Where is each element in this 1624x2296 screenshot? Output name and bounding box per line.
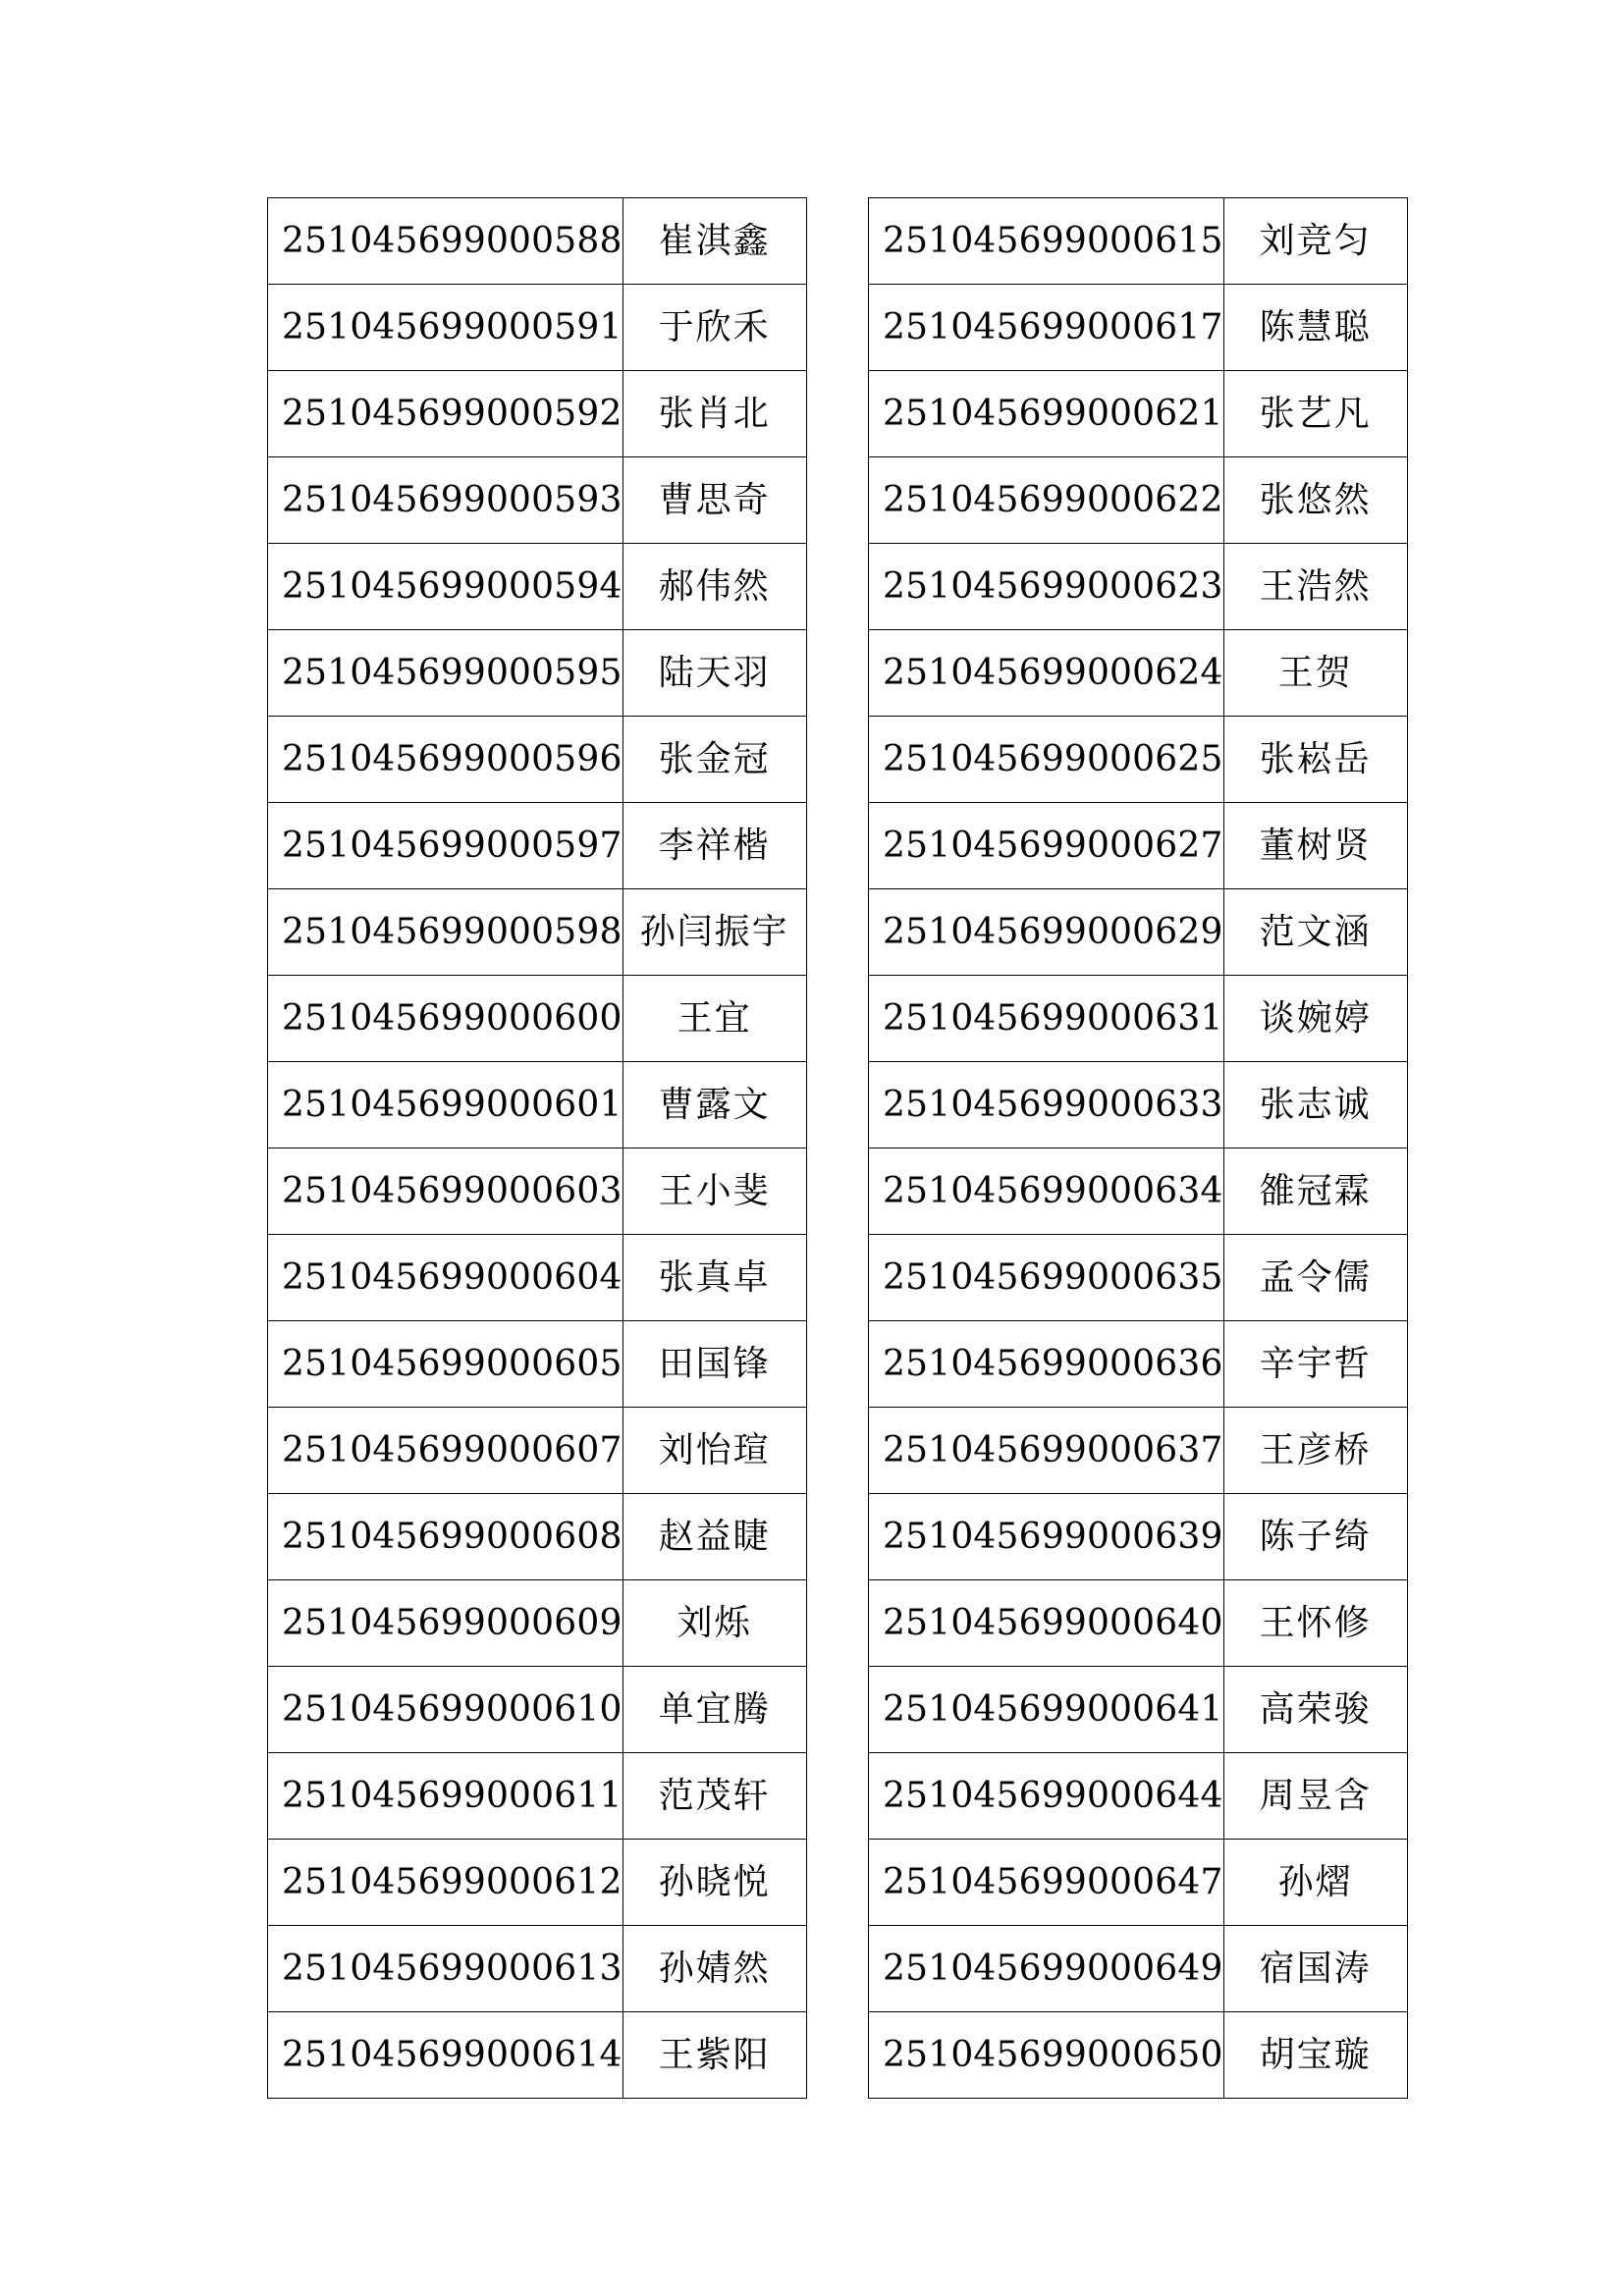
table-row bbox=[268, 1408, 807, 1494]
candidate-id: 251045699000595 bbox=[268, 630, 623, 717]
candidate-id: 251045699000600 bbox=[268, 976, 623, 1062]
table-row bbox=[268, 630, 807, 717]
candidate-id: 251045699000641 bbox=[869, 1667, 1224, 1753]
candidate-name: 陆天羽 bbox=[623, 630, 806, 717]
candidate-name: 曹露文 bbox=[623, 1062, 806, 1148]
candidate-id: 251045699000596 bbox=[268, 717, 623, 803]
candidate-name: 单宜腾 bbox=[623, 1667, 806, 1753]
table-row bbox=[268, 198, 807, 285]
candidate-id: 251045699000636 bbox=[869, 1321, 1224, 1408]
table-row bbox=[869, 717, 1408, 803]
candidate-id: 251045699000603 bbox=[268, 1148, 623, 1235]
candidate-id: 251045699000624 bbox=[869, 630, 1224, 717]
table-row bbox=[869, 1840, 1408, 1926]
candidate-name: 王彦桥 bbox=[1223, 1408, 1407, 1494]
candidate-name: 宿国涛 bbox=[1223, 1926, 1407, 2012]
table-row bbox=[268, 1235, 807, 1321]
candidate-id: 251045699000639 bbox=[869, 1494, 1224, 1580]
candidate-name: 范茂轩 bbox=[623, 1753, 806, 1840]
candidate-name: 辛宇哲 bbox=[1223, 1321, 1407, 1408]
table-row bbox=[268, 1494, 807, 1580]
table-row bbox=[869, 1580, 1408, 1667]
left-roster-table bbox=[267, 197, 807, 2099]
candidate-id: 251045699000614 bbox=[268, 2012, 623, 2099]
candidate-id: 251045699000634 bbox=[869, 1148, 1224, 1235]
candidate-name: 刘竞匀 bbox=[1223, 198, 1407, 285]
table-row bbox=[869, 1235, 1408, 1321]
candidate-name: 谈婉婷 bbox=[1223, 976, 1407, 1062]
candidate-name: 王贺 bbox=[1223, 630, 1407, 717]
candidate-id: 251045699000604 bbox=[268, 1235, 623, 1321]
candidate-name: 孙婧然 bbox=[623, 1926, 806, 2012]
candidate-id: 251045699000640 bbox=[869, 1580, 1224, 1667]
candidate-name: 王宜 bbox=[623, 976, 806, 1062]
candidate-id: 251045699000597 bbox=[268, 803, 623, 889]
table-row bbox=[869, 1667, 1408, 1753]
candidate-id: 251045699000633 bbox=[869, 1062, 1224, 1148]
table-row bbox=[268, 371, 807, 457]
candidate-name: 孙熠 bbox=[1223, 1840, 1407, 1926]
table-row bbox=[268, 1062, 807, 1148]
candidate-id: 251045699000623 bbox=[869, 544, 1224, 630]
table-row bbox=[268, 1580, 807, 1667]
candidate-id: 251045699000592 bbox=[268, 371, 623, 457]
table-row bbox=[869, 889, 1408, 976]
candidate-name: 曹思奇 bbox=[623, 457, 806, 544]
right-roster-table bbox=[868, 197, 1408, 2099]
candidate-id: 251045699000613 bbox=[268, 1926, 623, 2012]
candidate-id: 251045699000611 bbox=[268, 1753, 623, 1840]
candidate-name: 王紫阳 bbox=[623, 2012, 806, 2099]
table-row bbox=[869, 198, 1408, 285]
candidate-id: 251045699000608 bbox=[268, 1494, 623, 1580]
table-row bbox=[869, 1494, 1408, 1580]
candidate-name: 陈子绮 bbox=[1223, 1494, 1407, 1580]
table-row bbox=[268, 889, 807, 976]
candidate-name: 张肖北 bbox=[623, 371, 806, 457]
table-row bbox=[869, 1321, 1408, 1408]
table-row bbox=[869, 285, 1408, 371]
table-row bbox=[869, 1926, 1408, 2012]
candidate-id: 251045699000627 bbox=[869, 803, 1224, 889]
table-row bbox=[869, 630, 1408, 717]
candidate-id: 251045699000650 bbox=[869, 2012, 1224, 2099]
table-row bbox=[268, 285, 807, 371]
candidate-id: 251045699000588 bbox=[268, 198, 623, 285]
table-row bbox=[869, 544, 1408, 630]
candidate-id: 251045699000635 bbox=[869, 1235, 1224, 1321]
candidate-id: 251045699000609 bbox=[268, 1580, 623, 1667]
table-row bbox=[268, 1667, 807, 1753]
table-row bbox=[268, 544, 807, 630]
table-row bbox=[869, 1148, 1408, 1235]
candidate-name: 王浩然 bbox=[1223, 544, 1407, 630]
table-row bbox=[869, 1062, 1408, 1148]
candidate-name: 胡宝璇 bbox=[1223, 2012, 1407, 2099]
candidate-id: 251045699000631 bbox=[869, 976, 1224, 1062]
table-row bbox=[268, 1148, 807, 1235]
candidate-name: 赵益睫 bbox=[623, 1494, 806, 1580]
table-row bbox=[869, 1408, 1408, 1494]
table-row bbox=[268, 1321, 807, 1408]
table-row bbox=[268, 1926, 807, 2012]
candidate-name: 孙闫振宇 bbox=[623, 889, 806, 976]
candidate-name: 范文涵 bbox=[1223, 889, 1407, 976]
candidate-name: 周昱含 bbox=[1223, 1753, 1407, 1840]
candidate-id: 251045699000594 bbox=[268, 544, 623, 630]
candidate-name: 田国锋 bbox=[623, 1321, 806, 1408]
candidate-name: 张艺凡 bbox=[1223, 371, 1407, 457]
candidate-id: 251045699000617 bbox=[869, 285, 1224, 371]
candidate-id: 251045699000644 bbox=[869, 1753, 1224, 1840]
candidate-name: 李祥楷 bbox=[623, 803, 806, 889]
right-roster-body bbox=[869, 198, 1408, 2099]
candidate-id: 251045699000622 bbox=[869, 457, 1224, 544]
table-row bbox=[268, 1840, 807, 1926]
candidate-name: 刘怡瑄 bbox=[623, 1408, 806, 1494]
table-row bbox=[268, 803, 807, 889]
candidate-name: 孙晓悦 bbox=[623, 1840, 806, 1926]
candidate-id: 251045699000593 bbox=[268, 457, 623, 544]
candidate-id: 251045699000629 bbox=[869, 889, 1224, 976]
table-row bbox=[268, 976, 807, 1062]
candidate-name: 崔淇鑫 bbox=[623, 198, 806, 285]
candidate-name: 高荣骏 bbox=[1223, 1667, 1407, 1753]
candidate-name: 王怀修 bbox=[1223, 1580, 1407, 1667]
candidate-id: 251045699000615 bbox=[869, 198, 1224, 285]
table-row bbox=[869, 371, 1408, 457]
candidate-id: 251045699000598 bbox=[268, 889, 623, 976]
candidate-id: 251045699000601 bbox=[268, 1062, 623, 1148]
candidate-id: 251045699000610 bbox=[268, 1667, 623, 1753]
candidate-id: 251045699000649 bbox=[869, 1926, 1224, 2012]
table-row bbox=[869, 457, 1408, 544]
candidate-name: 张金冠 bbox=[623, 717, 806, 803]
candidate-name: 张真卓 bbox=[623, 1235, 806, 1321]
candidate-id: 251045699000647 bbox=[869, 1840, 1224, 1926]
candidate-name: 张悠然 bbox=[1223, 457, 1407, 544]
candidate-name: 于欣禾 bbox=[623, 285, 806, 371]
candidate-name: 王小斐 bbox=[623, 1148, 806, 1235]
candidate-name: 刘烁 bbox=[623, 1580, 806, 1667]
candidate-name: 陈慧聪 bbox=[1223, 285, 1407, 371]
table-row bbox=[869, 803, 1408, 889]
candidate-name: 孟令儒 bbox=[1223, 1235, 1407, 1321]
candidate-name: 郝伟然 bbox=[623, 544, 806, 630]
candidate-name: 张崧岳 bbox=[1223, 717, 1407, 803]
candidate-id: 251045699000625 bbox=[869, 717, 1224, 803]
candidate-id: 251045699000621 bbox=[869, 371, 1224, 457]
candidate-name: 董树贤 bbox=[1223, 803, 1407, 889]
candidate-id: 251045699000605 bbox=[268, 1321, 623, 1408]
candidate-id: 251045699000607 bbox=[268, 1408, 623, 1494]
candidate-name: 张志诚 bbox=[1223, 1062, 1407, 1148]
candidate-id: 251045699000612 bbox=[268, 1840, 623, 1926]
table-row bbox=[869, 976, 1408, 1062]
table-row bbox=[268, 2012, 807, 2099]
candidate-name: 雒冠霖 bbox=[1223, 1148, 1407, 1235]
left-roster-body bbox=[268, 198, 807, 2099]
table-row bbox=[268, 457, 807, 544]
table-row bbox=[869, 2012, 1408, 2099]
table-row bbox=[268, 1753, 807, 1840]
candidate-id: 251045699000637 bbox=[869, 1408, 1224, 1494]
candidate-id: 251045699000591 bbox=[268, 285, 623, 371]
table-row bbox=[268, 717, 807, 803]
table-row bbox=[869, 1753, 1408, 1840]
